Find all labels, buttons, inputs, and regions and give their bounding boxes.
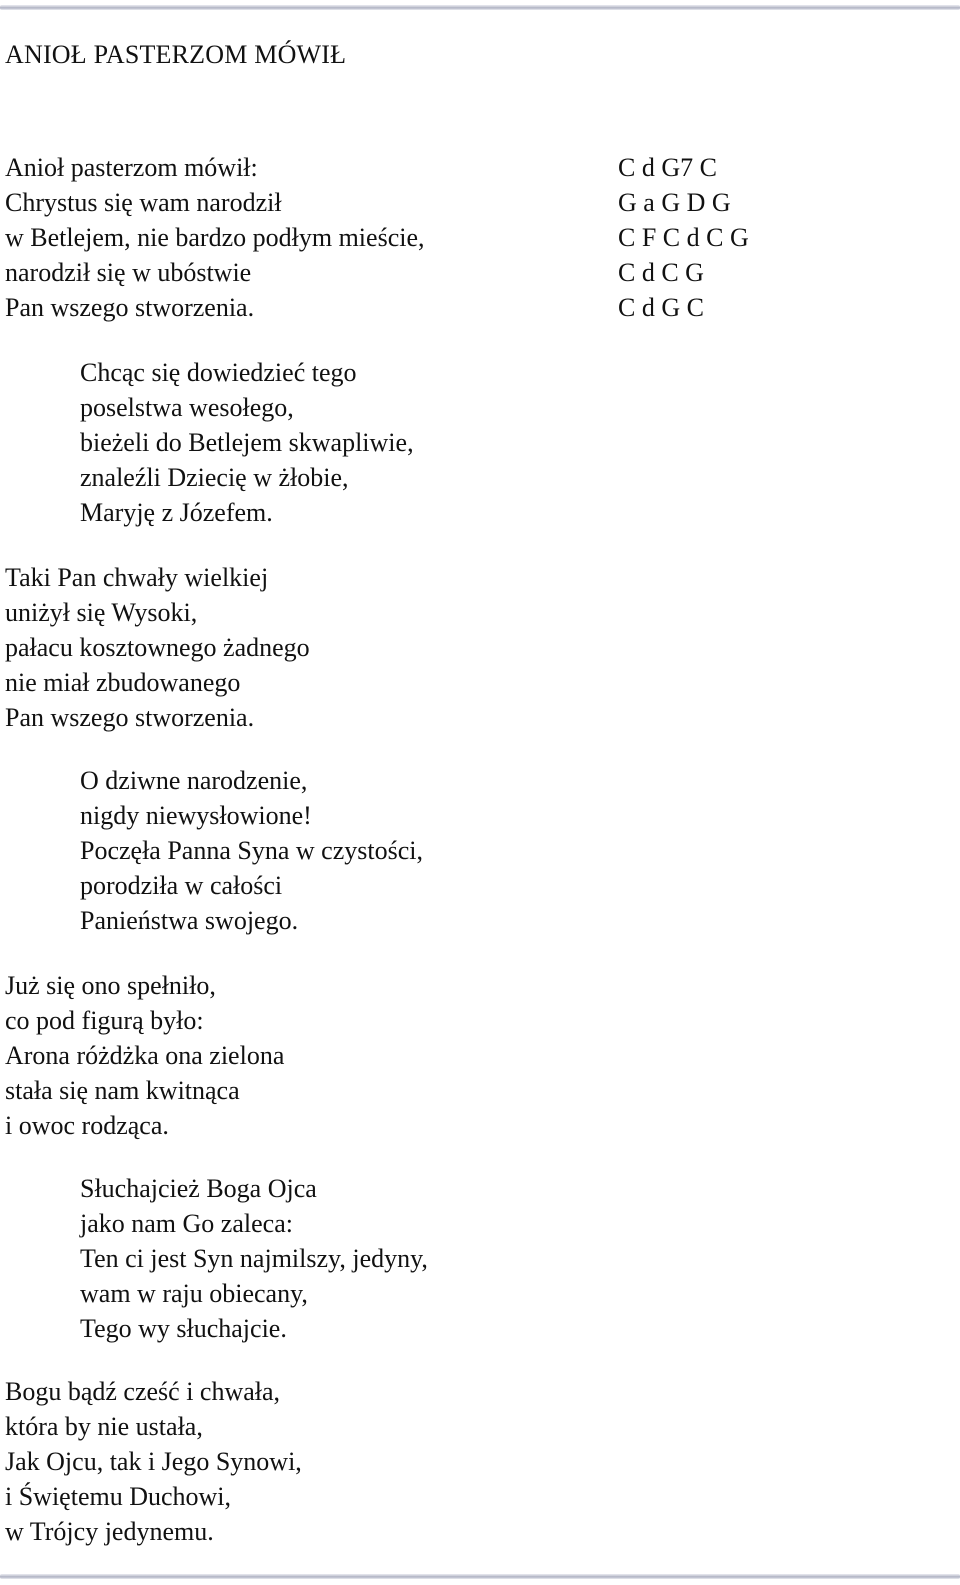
lyric-line: nigdy niewysłowione! [80,801,312,830]
lyric-line: Jak Ojcu, tak i Jego Synowi, [5,1447,302,1476]
chord-line: C F C d C G [618,223,749,252]
stanza-4 [80,763,423,938]
stanza-7 [5,1374,302,1549]
chord-line: C d G7 C [618,153,717,182]
lyric-line: uniżył się Wysoki, [5,598,198,627]
lyric-line: wam w raju obiecany, [80,1279,308,1308]
lyric-line: znaleźli Dziecię w żłobie, [80,463,349,492]
lyric-line: Słuchajcież Boga Ojca [80,1174,317,1203]
lyric-line: Maryję z Józefem. [80,498,273,527]
lyric-line: i owoc rodząca. [5,1111,169,1140]
lyric-line: jako nam Go zaleca: [80,1209,293,1238]
lyric-line: i Świętemu Duchowi, [5,1482,232,1511]
lyric-line: Chrystus się wam narodził [5,188,282,217]
lyric-line: Chcąc się dowiedzieć tego [80,358,357,387]
lyric-line: narodził się w ubóstwie [5,258,252,287]
lyric-line: w Trójcy jedynemu. [5,1517,214,1546]
chord-line: C d G C [618,293,704,322]
lyric-line: Ten ci jest Syn najmilszy, jedyny, [80,1244,428,1273]
chord-column [618,150,749,325]
lyric-line: Poczęła Panna Syna w czystości, [80,836,423,865]
lyric-line: Anioł pasterzom mówił: [5,153,258,182]
song-title: ANIOŁ PASTERZOM MÓWIŁ [5,40,347,69]
top-divider [0,5,960,10]
stanza-3 [5,560,310,735]
bottom-divider [0,1574,960,1579]
stanza-2 [80,355,414,530]
stanza-5 [5,968,284,1143]
lyric-line: poselstwa wesołego, [80,393,294,422]
chord-line: C d C G [618,258,704,287]
lyric-line: porodziła w całości [80,871,283,900]
lyric-line: Bogu bądź cześć i chwała, [5,1377,281,1406]
lyric-line: stała się nam kwitnąca [5,1076,240,1105]
lyric-line: Tego wy słuchajcie. [80,1314,287,1343]
lyric-line: Pan wszego stworzenia. [5,293,255,322]
lyric-line: Arona różdżka ona zielona [5,1041,285,1070]
lyric-line: co pod figurą było: [5,1006,204,1035]
stanza-6 [80,1171,428,1346]
lyric-line: Pan wszego stworzenia. [5,703,255,732]
chord-line: G a G D G [618,188,731,217]
lyric-line: Już się ono spełniło, [5,971,216,1000]
lyric-line: bieżeli do Betlejem skwapliwie, [80,428,414,457]
lyric-line: która by nie ustała, [5,1412,203,1441]
stanza-1 [5,150,425,325]
lyric-line: Panieństwa swojego. [80,906,299,935]
lyric-line: O dziwne narodzenie, [80,766,308,795]
lyric-line: Taki Pan chwały wielkiej [5,563,269,592]
lyric-line: pałacu kosztownego żadnego [5,633,310,662]
lyric-line: nie miał zbudowanego [5,668,241,697]
lyric-line: w Betlejem, nie bardzo podłym mieście, [5,223,425,252]
